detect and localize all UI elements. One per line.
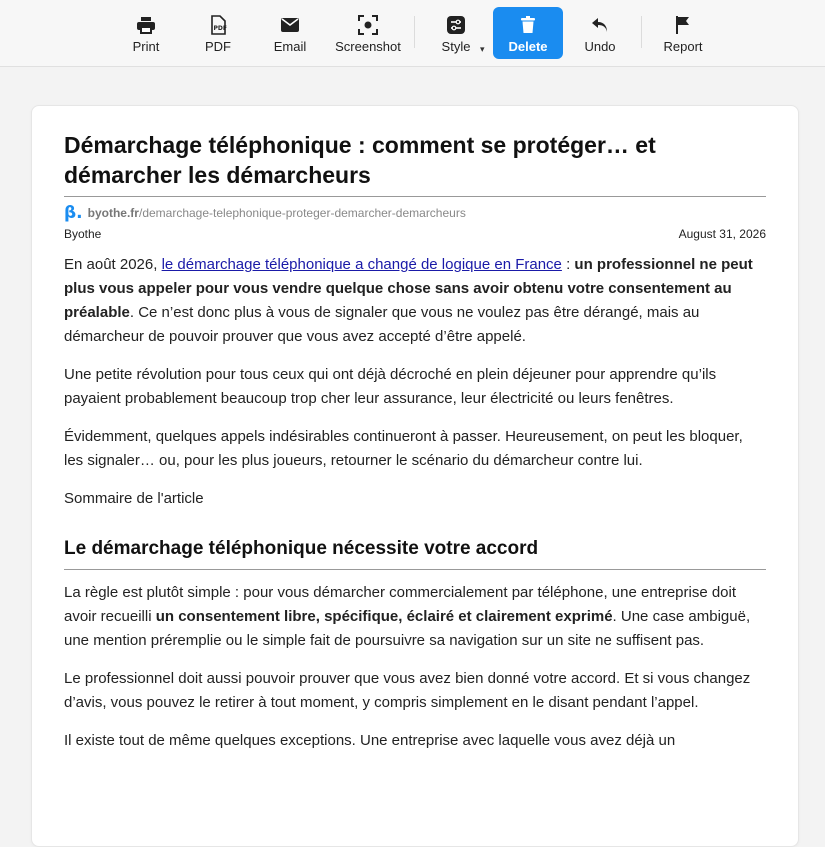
toolbar xyxy=(0,0,825,67)
paragraph-text: En août 2026, xyxy=(64,256,162,273)
print-button[interactable] xyxy=(119,7,173,59)
delete-label: Delete xyxy=(508,39,548,54)
style-label: Style xyxy=(441,39,471,54)
pdf-button[interactable] xyxy=(191,7,245,59)
pdf-file-icon xyxy=(209,15,227,35)
article-title: Démarchage téléphonique : comment se protéger… et démarcher les démarcheurs xyxy=(64,130,766,197)
paragraph-bold-text: un professionnel ne peut plus vous appeler pour vous vendre quelque chose sans avoir obtenu votre consentement au préalable xyxy=(64,256,753,321)
table-of-contents-label: Sommaire de l'article xyxy=(64,490,204,507)
delete-button[interactable] xyxy=(493,7,563,59)
paragraph: Le professionnel doit aussi pouvoir prouver que vous avez bien donné votre accord. Et si vous changez d’avis, vous pouvez le retirer à tout moment, y compris simplement en le disant pendant l’appel. xyxy=(64,670,751,711)
article-meta xyxy=(64,227,766,241)
flag-icon xyxy=(675,15,691,35)
paragraph xyxy=(64,581,766,653)
paragraph-text: . Ce n’est donc plus à vous de signaler que vous ne voulez pas être dérangé, mais au démarcheur de pouvoir prouver que vous avez accepté d’être appelé. xyxy=(64,304,700,345)
article-date: August 31, 2026 xyxy=(678,227,766,241)
screenshot-button[interactable] xyxy=(332,7,404,59)
paragraph: Une petite révolution pour tous ceux qui ont déjà décroché en plein déjeuner pour apprendre qu’ils payaient probablement beaucoup trop cher leur assurance, leur électricité ou leurs fenêtres. xyxy=(64,366,717,407)
sliders-icon xyxy=(446,15,466,35)
paragraph-text: : xyxy=(561,256,575,273)
toolbar-divider xyxy=(414,16,415,48)
article-author: Byothe xyxy=(64,227,102,241)
email-button[interactable] xyxy=(262,7,318,59)
article-source xyxy=(64,204,766,222)
printer-icon xyxy=(136,15,156,35)
report-button[interactable] xyxy=(656,7,710,59)
envelope-icon xyxy=(280,15,300,35)
report-label: Report xyxy=(663,39,703,54)
style-button[interactable] xyxy=(430,7,482,59)
source-path: /demarchage-telephonique-proteger-demarcher-demarcheurs xyxy=(138,206,466,220)
paragraph: Il existe tout de même quelques exceptions. Une entreprise avec laquelle vous avez déjà un xyxy=(64,732,676,749)
print-label: Print xyxy=(132,39,160,54)
trash-icon xyxy=(520,15,536,35)
email-label: Email xyxy=(273,39,307,54)
paragraph-text: La règle est plutôt simple : pour vous démarcher commercialement par téléphone, une entreprise doit avoir recueilli xyxy=(64,584,737,625)
toolbar-divider xyxy=(641,16,642,48)
undo-label: Undo xyxy=(584,39,616,54)
article-link[interactable]: le démarchage téléphonique a changé de logique en France xyxy=(161,256,562,273)
paragraph-text: . Une case ambiguë, une mention préremplie ou le simple fait de poursuivre sa navigation sur un site ne suffisent pas. xyxy=(64,608,751,649)
paragraph: Évidemment, quelques appels indésirables continueront à passer. Heureusement, on peut les bloquer, les signaler… ou, pour les plus joueurs, retourner le scénario du démarcheur contre lui. xyxy=(64,428,743,469)
style-dropdown-caret-icon[interactable]: ▾ xyxy=(480,44,485,54)
pdf-label: PDF xyxy=(205,39,231,54)
article-card xyxy=(31,105,799,847)
site-logo-icon: β. xyxy=(64,203,83,223)
undo-arrow-icon xyxy=(590,15,610,35)
svg-text:PDF: PDF xyxy=(213,25,227,32)
undo-button[interactable] xyxy=(574,7,626,59)
screenshot-icon xyxy=(358,15,378,35)
source-domain: byothe.fr xyxy=(87,206,139,220)
paragraph xyxy=(64,253,766,349)
paragraph-bold-text: un consentement libre, spécifique, éclairé et clairement exprimé xyxy=(155,608,613,625)
section-heading: Le démarchage téléphonique nécessite votre accord xyxy=(64,537,766,570)
screenshot-label: Screenshot xyxy=(335,39,401,54)
article-content xyxy=(64,130,766,753)
